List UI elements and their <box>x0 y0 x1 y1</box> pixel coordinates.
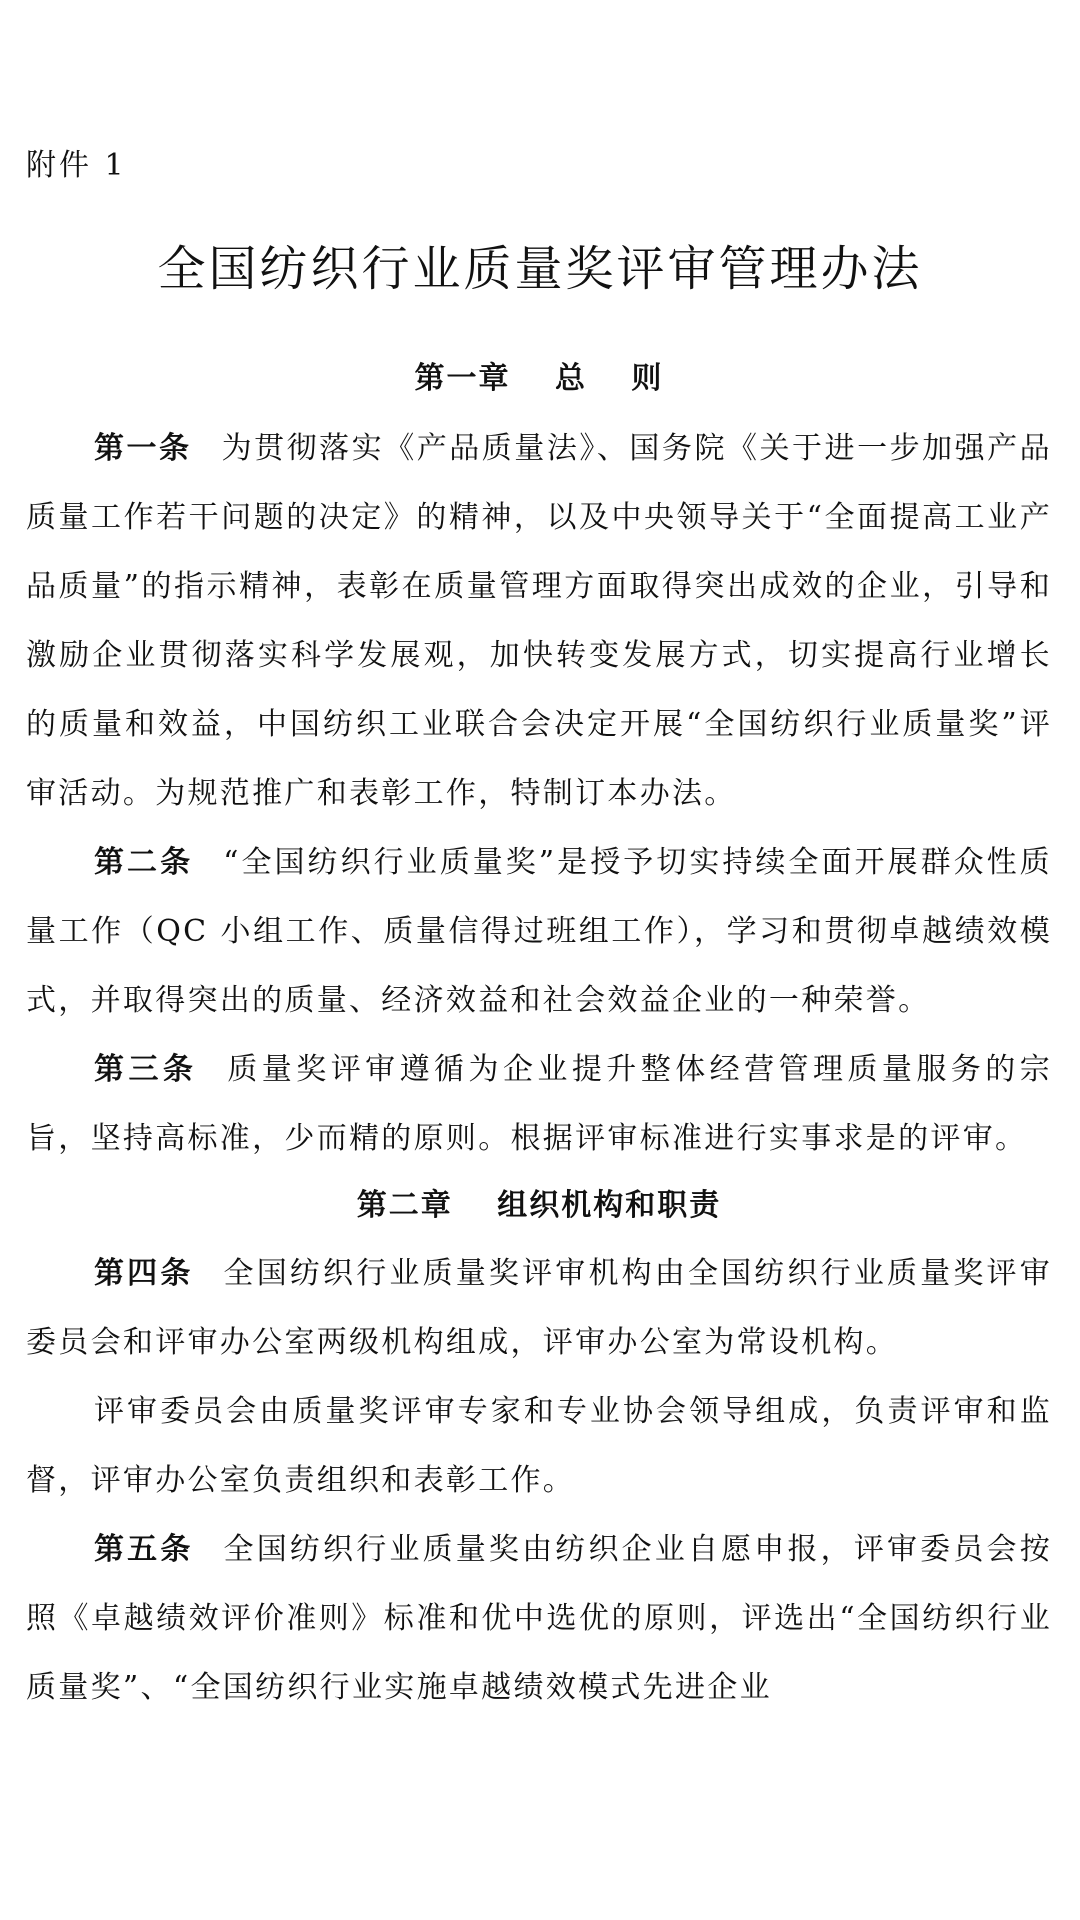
article-label: 第五条 <box>94 1532 194 1567</box>
paragraph-text: 评审委员会由质量奖评审专家和专业协会领导组成，负责评审和监督，评审办公室负责组织和表彰工作。 <box>26 1394 1052 1498</box>
article-label: 第二条 <box>94 845 194 880</box>
article-text: 全国纺织行业质量奖评审机构由全国纺织行业质量奖评审委员会和评审办公室两级机构组成，评审办公室为常设机构。 <box>26 1256 1053 1360</box>
chapter-heading: 第一章 总 则 <box>414 361 664 396</box>
article-paragraph <box>26 1515 1052 1722</box>
article-text: “全国纺织行业质量奖”是授予切实持续全面开展群众性质量工作（QC 小组工作、质量信得过班组工作），学习和贯彻卓越绩效模式，并取得突出的质量、经济效益和社会效益企业的一种荣誉。 <box>26 845 1052 1018</box>
document-body <box>26 346 1052 1722</box>
article-paragraph <box>26 414 1052 828</box>
document-title: 全国纺织行业质量奖评审管理办法 <box>157 241 923 298</box>
article-label: 第一条 <box>94 431 192 466</box>
article-text: 为贯彻落实《产品质量法》、国务院《关于进一步加强产品质量工作若干问题的决定》的精神，以及中央领导关于“全面提高工业产品质量”的指示精神，表彰在质量管理方面取得突出成效的企业，引导和激励企业贯彻落实科学发展观，加快转变发展方式，切实提高行业增长的质量和效益，中国纺织工业联合会决定开展“全国纺织行业质量奖”评审活动。为规范推广和表彰工作，特制订本办法。 <box>26 431 1052 811</box>
chapter-heading: 第二章 组织机构和职责 <box>356 1188 722 1223</box>
article-paragraph <box>26 828 1052 1035</box>
article-text: 质量奖评审遵循为企业提升整体经营管理质量服务的宗旨，坚持高标准，少而精的原则。根据评审标准进行实事求是的评审。 <box>26 1052 1053 1156</box>
article-text: 全国纺织行业质量奖由纺织企业自愿申报，评审委员会按照《卓越绩效评价准则》标准和优中选优的原则，评选出“全国纺织行业质量奖”、“全国纺织行业实施卓越绩效模式先进企业 <box>26 1532 1053 1705</box>
article-paragraph <box>26 1239 1052 1377</box>
body-paragraph <box>26 1377 1052 1515</box>
article-paragraph <box>26 1035 1052 1173</box>
article-label: 第四条 <box>94 1256 194 1291</box>
attachment-label: 附件 1 <box>26 148 127 183</box>
article-label: 第三条 <box>94 1052 198 1087</box>
